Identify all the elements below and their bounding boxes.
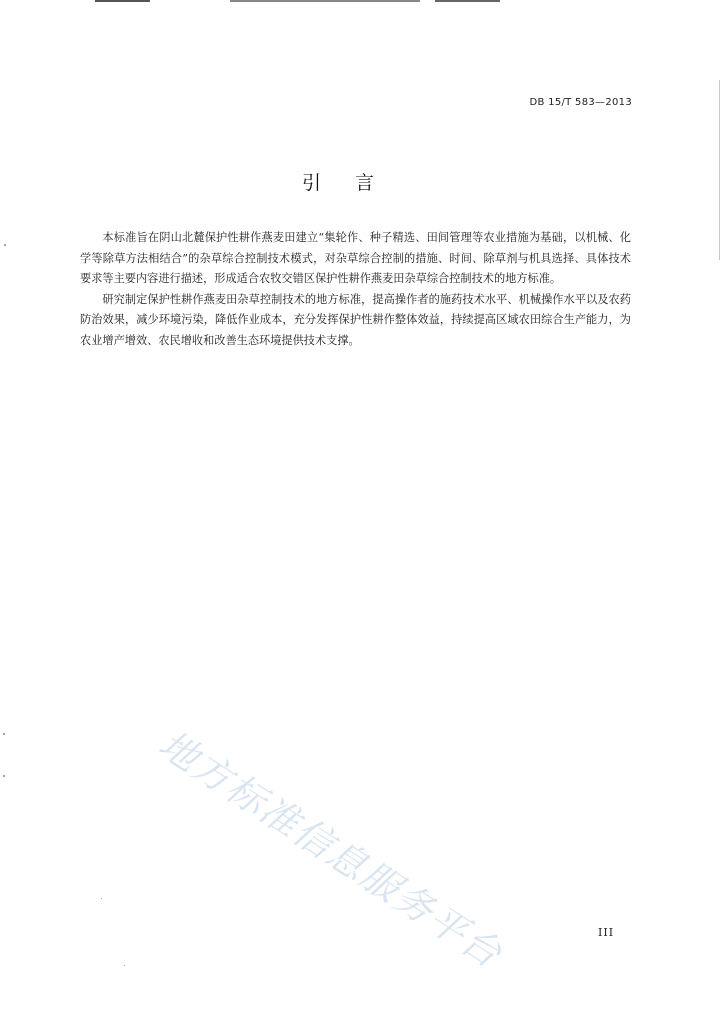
scan-edge-right	[719, 80, 720, 260]
scan-speck	[4, 244, 6, 246]
document-number: DB 15/T 583—2013	[529, 97, 632, 108]
body-text	[80, 228, 631, 351]
page-number: III	[598, 926, 615, 939]
scan-edge-line	[0, 0, 724, 2]
paragraph-2: 研究制定保护性耕作燕麦田杂草控制技术的地方标准，提高操作者的施药技术水平、机械操作水平以及农药防治效果，减少环境污染，降低作业成本，充分发挥保护性耕作整体效益，持续提高区域农田综合生产能力，为农业增产增效、农民增收和改善生态环境提供技术支撑。	[80, 292, 631, 347]
scan-speck	[3, 733, 5, 735]
scan-speck	[124, 965, 125, 966]
paragraph-1: 本标准旨在阴山北麓保护性耕作燕麦田建立“集轮作、种子精选、田间管理等农业措施为基础，以机械、化学等除草方法相结合”的杂草综合控制技术模式，对杂草综合控制的措施、时间、除草剂与机具选择、具体技术要求等主要内容进行描述，形成适合农牧交错区保护性耕作燕麦田杂草综合控制技术的地方标准。	[80, 231, 631, 285]
page-title: 引言	[301, 172, 408, 194]
watermark: 地方标准信息服务平台	[151, 721, 511, 977]
scan-speck	[3, 775, 5, 777]
scan-speck	[101, 898, 102, 899]
